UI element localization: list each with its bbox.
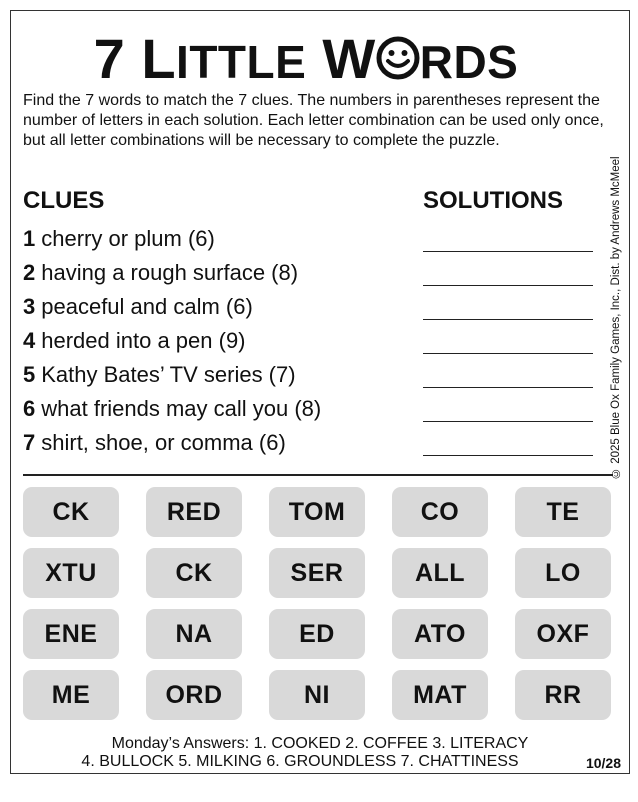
letter-tile[interactable]: ENE [23, 609, 119, 659]
solution-blank[interactable] [423, 353, 593, 354]
title-part: RDS [419, 36, 519, 88]
letter-tile[interactable]: CO [392, 487, 488, 537]
clue-text: having a rough surface (8) [41, 260, 299, 285]
letter-tile[interactable]: NI [269, 670, 365, 720]
clue-list [23, 225, 603, 463]
title-part: 7 L [93, 27, 177, 90]
clue-number: 3 [23, 294, 36, 319]
clue-row [23, 293, 603, 327]
letter-tile[interactable]: ME [23, 670, 119, 720]
letter-tile[interactable]: MAT [392, 670, 488, 720]
letter-tile[interactable]: NA [146, 609, 242, 659]
letter-tile[interactable]: TOM [269, 487, 365, 537]
answers-line: Monday’s Answers: 1. COOKED 2. COFFEE 3. LITERACY [111, 735, 529, 752]
clue-text: peaceful and calm (6) [41, 294, 253, 319]
solution-blank[interactable] [423, 421, 593, 422]
clue-row [23, 225, 603, 259]
letter-tile[interactable]: RR [515, 670, 611, 720]
puzzle-title [11, 27, 601, 94]
solution-blank[interactable] [423, 285, 593, 286]
clue-row [23, 327, 603, 361]
clue-text: what friends may call you (8) [41, 396, 322, 421]
puzzle-date: 10/28 [585, 755, 621, 771]
clue-number: 2 [23, 260, 36, 285]
clue-row [23, 429, 603, 463]
letter-tile[interactable]: RED [146, 487, 242, 537]
title-part: W [306, 27, 376, 90]
clue-row [23, 395, 603, 429]
solutions-header: SOLUTIONS [423, 187, 564, 214]
section-divider [23, 474, 613, 476]
puzzle-frame [10, 10, 630, 774]
clue-number: 4 [23, 328, 36, 353]
solution-blank[interactable] [423, 251, 593, 252]
clue-text: shirt, shoe, or comma (6) [41, 430, 286, 455]
letter-tile[interactable]: OXF [515, 609, 611, 659]
letter-tile[interactable]: SER [269, 548, 365, 598]
clue-row [23, 361, 603, 395]
solution-blank[interactable] [423, 387, 593, 388]
solution-blank[interactable] [423, 455, 593, 456]
clue-number: 5 [23, 362, 36, 387]
letter-tile[interactable]: CK [146, 548, 242, 598]
copyright-notice: © 2025 Blue Ox Family Games, Inc., Dist. by Andrews McMeel [610, 156, 622, 479]
letter-tile[interactable]: TE [515, 487, 611, 537]
letter-tile[interactable]: ORD [146, 670, 242, 720]
clue-row [23, 259, 603, 293]
clue-text: herded into a pen (9) [41, 328, 246, 353]
letter-tile[interactable]: ATO [392, 609, 488, 659]
clue-text: Kathy Bates’ TV series (7) [41, 362, 296, 387]
clue-number: 6 [23, 396, 36, 421]
instructions-text: Find the 7 words to match the 7 clues. The numbers in parentheses represent the number of letters in each solution. Each letter combination can be used only once, but all letter combinations will be necessary to complete the puzzle. [23, 92, 604, 149]
solution-blank[interactable] [423, 319, 593, 320]
letter-tile[interactable]: ALL [392, 548, 488, 598]
previous-answers [11, 735, 629, 771]
letter-tile[interactable]: LO [515, 548, 611, 598]
clues-header: CLUES [23, 187, 105, 214]
clue-number: 1 [23, 226, 36, 251]
letter-tile[interactable]: XTU [23, 548, 119, 598]
title-part: ITTLE [176, 36, 307, 88]
letter-tile[interactable]: ED [269, 609, 365, 659]
clue-text: cherry or plum (6) [41, 226, 215, 251]
smiley-face-icon [376, 36, 420, 80]
clue-number: 7 [23, 430, 36, 455]
letter-tile[interactable]: CK [23, 487, 119, 537]
answers-line: 4. BULLOCK 5. MILKING 6. GROUNDLESS 7. CHATTINESS [81, 753, 519, 770]
